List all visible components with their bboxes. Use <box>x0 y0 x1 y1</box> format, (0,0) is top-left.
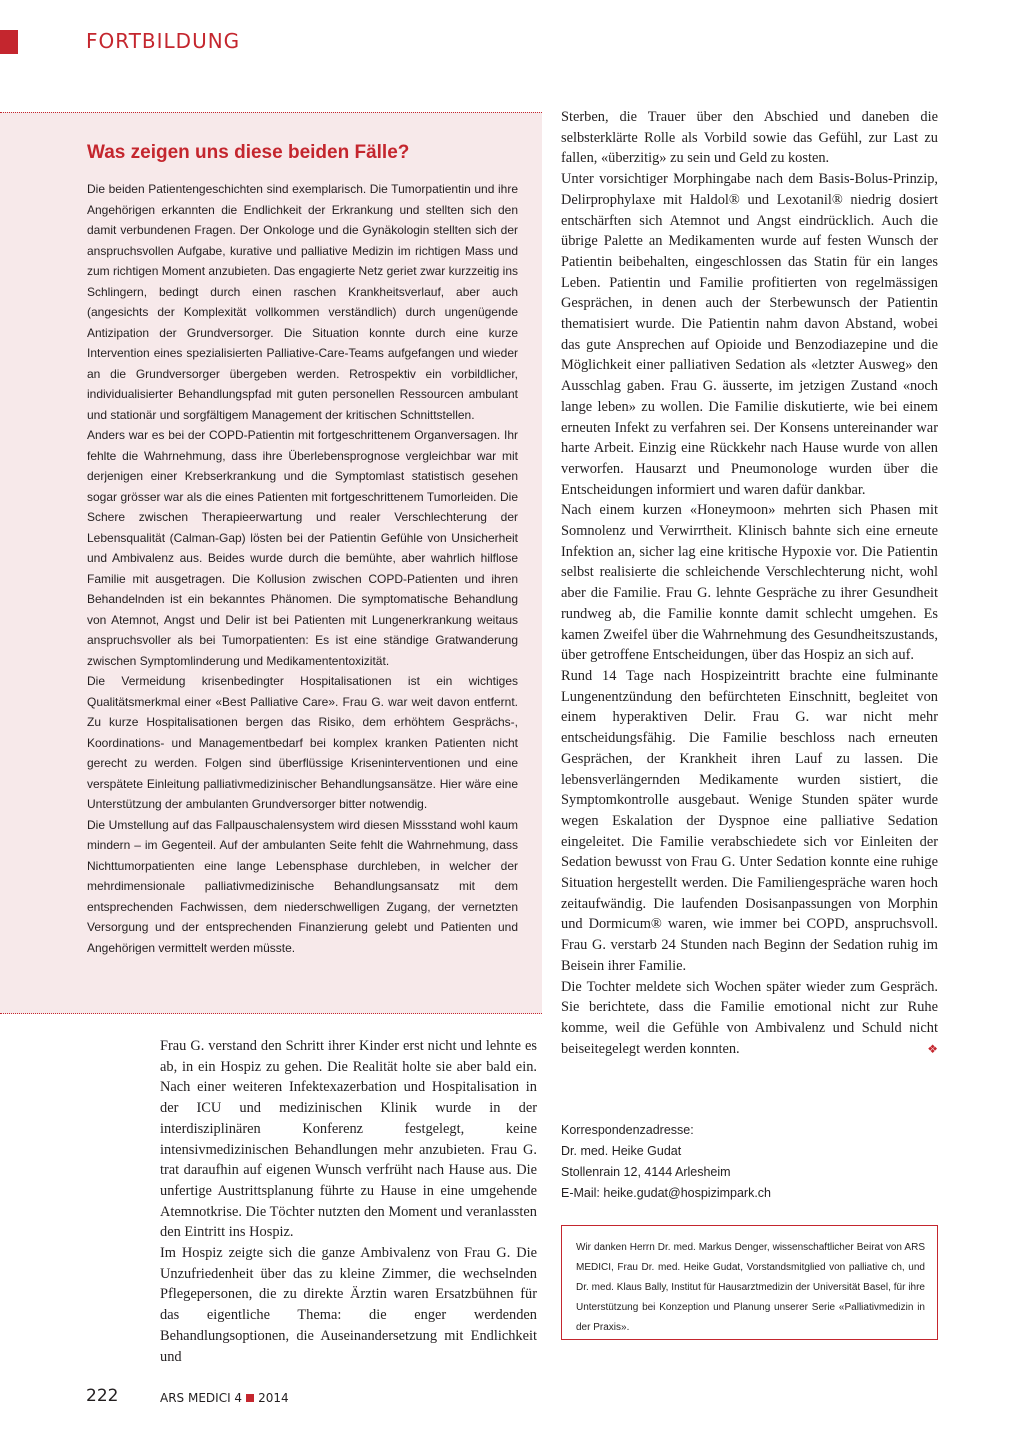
body-paragraph-last <box>561 977 938 1060</box>
summary-paragraph: Die Vermeidung krisenbedingter Hospitalisationen ist ein wichtiges Qualitätsmerkmal einer «Best Palliative Care». Frau G. war weit davon entfernt. Zu kurze Hospitalisationen bergen das Risiko, dem erhöhtem Gesprächs-, Koordinations- und Managementbedarf bei komplex kranken Patienten nicht gerecht zu werden. Folgen sind überflüssige Kriseninterventionen und eine verspätete Einleitung palliativmedizinischer Behandlungsansätze. Hier wäre eine Unterstützung der ambulanten Grundversorger bitter notwendig. <box>87 674 518 811</box>
correspondence-label: Korrespondenzadresse: <box>561 1123 694 1137</box>
section-title: FORTBILDUNG <box>86 29 241 53</box>
summary-paragraph: Anders war es bei der COPD-Patientin mit fortgeschrittenem Organversagen. Ihr fehlte die Wahrnehmung, dass ihre Überlebensprognose vergleichbar war mit derjenigen einer Krebserkrankung und die Symptomlast statistisch gesehen sogar grösser war als die eines Patienten mit fortgeschrittenem Tumorleiden. Die Schere zwischen Therapieerwartung und realer Verschlechterung der Lebensqualität (Calman-Gap) lösten bei der Patientin Gefühle von Unsicherheit und Ambivalenz aus. Beides wurde durch die bemühte, aber wahrlich hilflose Familie mit ausgetragen. Die Kollusion zwischen COPD-Patienten und ihren Behandelnden ist ein bekanntes Phänomen. Die symptomatische Behandlung von Atemnot, Angst und Delir ist bei Patienten mit Lungenerkrankung weitaus anspruchsvoller als bei Tumorpatienten: Es ist eine ständige Gratwanderung zwischen Symptomlinderung und Medikamententoxizität. <box>87 428 518 668</box>
square-bullet-icon <box>246 1394 254 1402</box>
correspondence-address <box>561 1120 938 1204</box>
end-of-article-icon: ❖ <box>927 1041 938 1056</box>
body-paragraph: Frau G. verstand den Schritt ihrer Kinder erst nicht und lehnte es ab, in ein Hospiz zu gehen. Die Realität holte sie aber bald ein. Nach einer weiteren Infektexazerbation und Hospitalisation in der ICU und medizinischen Klinik wurde in der interdisziplinären Konferenz festgelegt, keine intensivmedizinischen Behandlungen mehr anzubieten. Frau G. trat daraufhin auf eigenen Wunsch verfrüht nach Hause aus. Die unfertige Austrittsplanung führte zu Hause in eine umgehende Atemnotkrise. Die Töchter nutzten den Moment und veranlassten den Eintritt ins Hospiz. <box>160 1038 537 1241</box>
correspondence-street: Stollenrain 12, 4144 Arlesheim <box>561 1165 731 1179</box>
summary-paragraph: Die beiden Patientengeschichten sind exemplarisch. Die Tumorpatientin und ihre Angehörigen erkannten die Endlichkeit der Erkrankung und stellten sich den damit verbundenen Fragen. Der Onkologe und die Gynäkologin stellten sich der anspruchsvollen Aufgabe, kurative und palliative Medizin im richtigen Mass und zum richtigen Moment anzubieten. Das engagierte Netz geriet zwar kurzzeitig ins Schlingern, bedingt durch einen raschen Krankheitsverlauf, aber auch (angesichts der Komplexität vollkommen verständlich) durch ungenügende Antizipation der Grundversorger. Die Situation konnte durch eine kurze Intervention eines spezialisierten Palliative-Care-Teams aufgefangen und wieder an die Grundversorger übergeben werden. Retrospektiv ein vorbildlicher, individualisierter Behandlungspfad mit guten personellen Ressourcen ambulant und stationär und sorgfältigem Management der kritischen Schnittstellen. <box>87 182 518 422</box>
body-paragraph-text: Die Tochter meldete sich Wochen später wieder zum Gespräch. Sie berichtete, dass die Familie emotional nicht zur Ruhe komme, weil die Gefühle von Ambivalenz und Schuld nicht beiseitegelegt werden konnten. <box>561 978 938 1057</box>
summary-box <box>0 112 542 1014</box>
acknowledgement-box <box>561 1225 938 1340</box>
journal-name: ARS MEDICI 4 <box>160 1391 243 1405</box>
body-paragraph: Nach einem kurzen «Honeymoon» mehrten sich Phasen mit Somnolenz und Verwirrtheit. Klinisch bahnte sich eine erneute Infektion an, sicher lag eine kritische Hypoxie vor. Die Patientin selbst realisierte die schleichende Verschlechterung nicht, wohl aber die Familie. Frau G. lehnte Gespräche zu ihrer Gesundheit rundweg ab, die Familie konnte damit schlecht umgehen. Es kamen Zweifel über die Wahrnehmung des Gesundheitszustands, über getroffene Entscheidungen, über das Hospiz an sich auf. <box>561 502 938 664</box>
body-paragraph: Unter vorsichtiger Morphingabe nach dem Basis-Bolus-Prinzip, Delirprophylaxe mit Haldol® und Lexotanil® niedrig dosiert entschärften sich Atemnot und Angst eindrücklich. Auch die übrige Palette an Medikamenten wurde auf festen Wunsch der Patientin beibehalten, eingeschlossen das Statin für ein langes Leben. Patientin und Familie profitierten von regelmässigen Gesprächen, in denen auch der Sterbewunsch der Patientin thematisiert wurde. Die Patientin nahm davon Abstand, wobei das gute Ansprechen auf Opioide und Benzodiazepine und die Möglichkeit einer palliativen Sedation als «letzter Ausweg» den Ausschlag gaben. Frau G. äusserte, im jetzigen Zustand «noch lange leben» zu wollen. Die Familie diskutierte, wie bei einem erneuten Infekt zu verfahren sei. Der Konsens untereinander war harte Arbeit. Einzig eine Rückkehr nach Hause wurde von allen verworfen. Hausarzt und Pneumonologe wurden über die Entscheidungen informiert und waren dafür dankbar. <box>561 171 938 498</box>
body-paragraph: Sterben, die Trauer über den Abschied und daneben die selbsterklärte Rolle als Vorbild sowie das Gefühl, zur Last zu fallen, «überzitig» zu sein und Geld zu kosten. <box>561 109 938 167</box>
summary-box-title: Was zeigen uns diese beiden Fälle? <box>87 142 410 163</box>
body-paragraph: Im Hospiz zeigte sich die ganze Ambivalenz von Frau G. Die Unzufriedenheit über das zu kleine Zimmer, die wechselnden Pflegepersonen, die zu direkte Ärztin waren Ersatzbühnen für das eigentliche Thema: die enger werdenden Behandlungsoptionen, die Auseinandersetzung mit Endlichkeit und <box>160 1245 537 1365</box>
correspondence-name: Dr. med. Heike Gudat <box>561 1144 682 1158</box>
left-column <box>160 1036 537 1367</box>
journal-footer <box>160 1391 289 1405</box>
page-number: 222 <box>86 1386 119 1406</box>
journal-year: 2014 <box>258 1391 289 1405</box>
section-color-tab <box>0 30 18 54</box>
summary-paragraph: Die Umstellung auf das Fallpauschalensystem wird diesen Missstand wohl kaum mindern – im Gegenteil. Auf der ambulanten Seite fehlt die Wahrnehmung, dass Nichttumorpatienten eine lange Lebensphase durchleben, in welcher der mehrdimensionale palliativmedizinische Behandlungsansatz mit dem entsprechenden Fachwissen, dem niederschwelligen Zugang, der vernetzten Versorgung und der entsprechenden Finanzierung gelebt und Patienten und Angehörigen vermittelt werden müsste. <box>87 817 518 955</box>
acknowledgement-text: Wir danken Herrn Dr. med. Markus Denger, wissenschaftlicher Beirat von ARS MEDICI, Frau Dr. med. Heike Gudat, Vorstandsmitglied von palliative ch, und Dr. med. Klaus Bally, Institut für Hausarztmedizin der Universität Basel, für ihre Unterstützung bei Konzeption und Planung unserer Serie «Palliativmedizin in der Praxis». <box>576 1242 925 1333</box>
body-paragraph: Rund 14 Tage nach Hospizeintritt brachte eine fulminante Lungenentzündung den befürchteten Einschnitt, begleitet von einem hyperaktiven Delir. Frau G. war nicht mehr entscheidungsfähig. Die Familie beschloss nach erneuten Gesprächen, der Krankheit ihren Lauf zu lassen. Die lebensverlängernden Medikamente wurden sistiert, die Symptomkontrolle ausgebaut. Wenige Stunden später wurde wegen Eskalation der Dyspnoe eine palliative Sedation eingeleitet. Die Familie verabschiedete sich vor Einleiten der Sedation bewusst von Frau G. Unter Sedation konnte eine ruhige Situation hergestellt werden. Die Familiengespräche waren hoch zeitaufwändig. Die laufenden Dosisanpassungen von Morphin und Dormicum® waren, wie immer bei COPD, anspruchsvoll. Frau G. verstarb 24 Stunden nach Beginn der Sedation ruhig im Beisein ihrer Familie. <box>561 667 938 974</box>
right-column <box>561 107 938 1059</box>
correspondence-email[interactable]: E-Mail: heike.gudat@hospizimpark.ch <box>561 1186 772 1200</box>
